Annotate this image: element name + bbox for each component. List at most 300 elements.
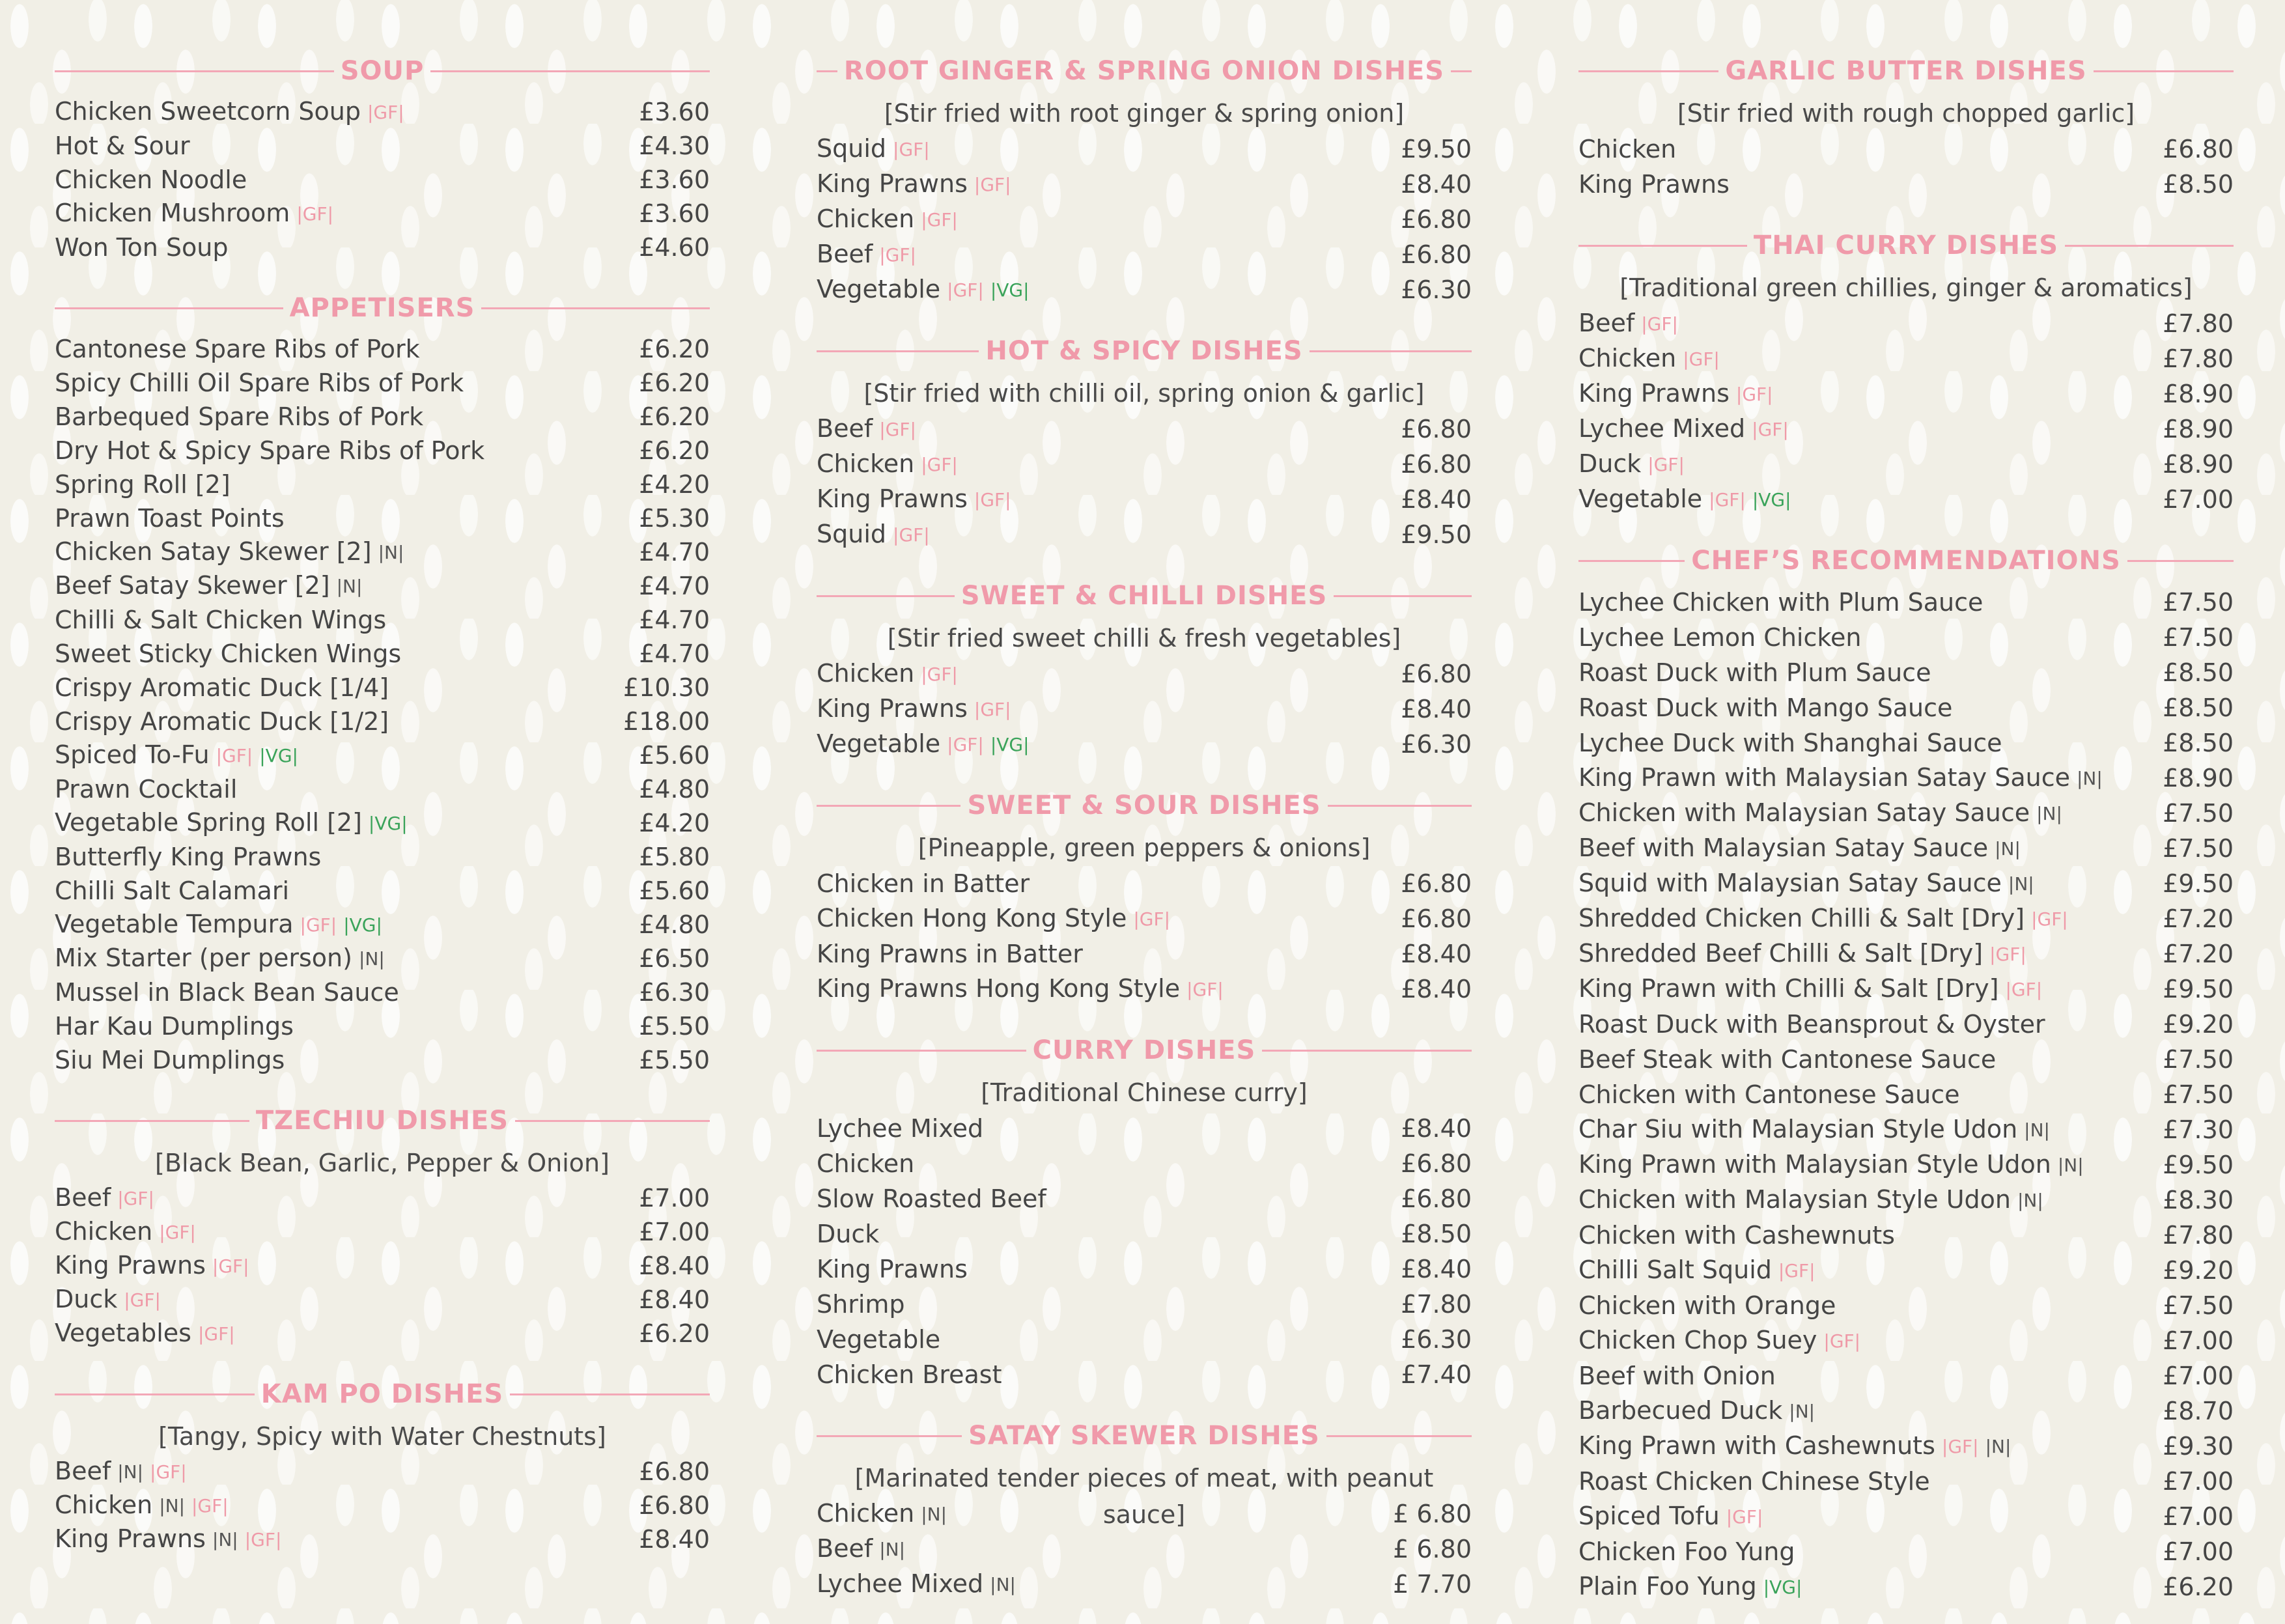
menu-item-name: Beef <box>817 240 873 268</box>
section-title: KAM PO DISHES <box>260 1379 504 1409</box>
menu-item <box>817 1146 1472 1181</box>
menu-item <box>1578 1288 2234 1323</box>
menu-item-name-wrap <box>55 1214 196 1250</box>
menu-item-price: £ 6.80 <box>1393 1500 1472 1528</box>
menu-item-name: Lychee Duck with Shanghai Sauce <box>1578 729 2002 757</box>
menu-item <box>1578 1253 2234 1288</box>
n-tag: |N| <box>159 1495 185 1517</box>
n-tag: |N| <box>336 576 363 597</box>
section-description: [Black Bean, Garlic, Pepper & Onion] <box>155 1149 610 1177</box>
menu-item-name: King Prawns <box>817 1255 968 1283</box>
section-heading <box>817 327 1472 375</box>
menu-item-name-wrap <box>1578 1323 1860 1359</box>
menu-item-name-wrap <box>55 366 464 400</box>
menu-item-name-wrap <box>1578 376 1773 412</box>
n-tag: |N| <box>990 1574 1016 1595</box>
menu-item-name-wrap <box>55 1522 281 1557</box>
menu-item-name: Chicken <box>817 1499 915 1528</box>
menu-item-name: Spiced Tofu <box>1578 1502 1720 1530</box>
section-heading <box>817 47 1472 95</box>
menu-item-price: £8.40 <box>1401 695 1472 723</box>
menu-item-name-wrap <box>817 446 958 483</box>
menu-item-name-wrap <box>817 971 1224 1007</box>
section-title: TZECHIU DISHES <box>255 1106 509 1136</box>
menu-item <box>1578 866 2234 901</box>
heading-divider <box>55 307 283 309</box>
menu-item <box>817 517 1472 552</box>
heading-divider <box>817 1050 1026 1052</box>
menu-item-price: £4.20 <box>639 809 710 837</box>
section-heading <box>1578 537 2234 585</box>
menu-item-price: £7.50 <box>2163 588 2234 617</box>
menu-item-price: £7.50 <box>2163 799 2234 828</box>
section-satay-skewer-dishes <box>817 1412 1472 1602</box>
menu-item-name-wrap <box>817 726 1030 763</box>
menu-item-price: £6.80 <box>1401 240 1472 269</box>
menu-item-name: Barbequed Spare Ribs of Pork <box>55 402 424 431</box>
menu-item <box>1578 1429 2234 1464</box>
menu-item-price: £3.60 <box>639 98 710 126</box>
menu-item-name: Chicken Mushroom <box>55 199 290 227</box>
menu-item-name-wrap <box>1578 1569 1802 1605</box>
menu-item-name: Beef <box>55 1457 111 1485</box>
menu-item-name-wrap <box>817 901 1170 937</box>
heading-divider <box>55 1120 249 1122</box>
menu-item-price: £4.80 <box>639 910 710 939</box>
n-tag: |N| <box>212 1529 238 1550</box>
menu-item-name: King Prawns <box>817 484 968 513</box>
menu-item <box>1578 1042 2234 1077</box>
section-title: HOT & SPICY DISHES <box>985 336 1303 366</box>
menu-item-price: £6.20 <box>639 402 710 431</box>
menu-item-name: Chicken <box>817 1149 915 1178</box>
section-title: APPETISERS <box>289 293 475 323</box>
menu-item-name: Shredded Beef Chilli & Salt [Dry] <box>1578 939 1984 968</box>
menu-item-name-wrap <box>55 840 321 874</box>
section-description: [Tangy, Spicy with Water Chestnuts] <box>158 1422 606 1451</box>
menu-item-name-wrap <box>817 272 1030 308</box>
menu-item-price: £8.50 <box>2163 170 2234 199</box>
menu-item <box>55 129 710 163</box>
gf-tag: |GF| <box>150 1461 187 1483</box>
section-title: SWEET & SOUR DISHES <box>967 791 1321 820</box>
menu-item-name: King Prawns <box>55 1524 206 1553</box>
menu-item <box>55 95 710 129</box>
menu-item-name: Vegetables <box>55 1319 191 1347</box>
menu-item-name-wrap <box>55 671 389 705</box>
menu-item-name: Shredded Chicken Chilli & Salt [Dry] <box>1578 904 2025 932</box>
menu-item <box>817 866 1472 901</box>
menu-item-name: Duck <box>817 1220 880 1248</box>
menu-item-name: Chicken Chop Suey <box>1578 1326 1817 1354</box>
menu-item <box>55 400 710 434</box>
menu-item-price: £6.80 <box>1401 205 1472 234</box>
menu-item-name: Vegetable Tempura <box>55 910 294 938</box>
menu-item-name: Beef <box>1578 309 1635 337</box>
heading-divider <box>2065 245 2234 247</box>
menu-item-name: Chilli Salt Calamari <box>55 876 290 905</box>
heading-divider <box>481 307 710 309</box>
menu-item-name: Chilli & Salt Chicken Wings <box>55 606 387 634</box>
menu-item-name: Chicken with Cashewnuts <box>1578 1221 1895 1250</box>
gf-tag: |GF| <box>296 203 333 225</box>
menu-item-name: Squid <box>817 520 887 548</box>
menu-item <box>1578 655 2234 690</box>
heading-divider <box>1578 70 1718 72</box>
menu-item-price: £9.50 <box>2163 869 2234 898</box>
menu-item-price: £8.40 <box>639 1285 710 1314</box>
menu-item-name-wrap <box>1578 305 1678 342</box>
gf-tag: |GF| <box>1941 1436 1979 1457</box>
menu-item <box>817 656 1472 692</box>
menu-item <box>817 412 1472 447</box>
n-tag: |N| <box>2077 768 2103 789</box>
menu-item-price: £7.80 <box>2163 309 2234 338</box>
menu-item-name-wrap <box>1578 1393 1815 1429</box>
menu-item-name-wrap <box>55 805 408 841</box>
menu-item-name: Siu Mei Dumplings <box>55 1046 285 1074</box>
menu-item-name: Duck <box>1578 449 1642 478</box>
menu-item-price: £6.80 <box>1401 904 1472 933</box>
menu-item-name: Beef <box>55 1183 111 1212</box>
menu-item-name-wrap <box>55 94 404 130</box>
menu-item-price: £9.50 <box>1401 135 1472 163</box>
menu-item-name: Roast Duck with Mango Sauce <box>1578 693 1953 722</box>
menu-item <box>1578 620 2234 655</box>
menu-item-name-wrap <box>55 705 389 738</box>
gf-tag: |GF| <box>974 489 1011 511</box>
section-description: [Pineapple, green peppers & onions] <box>918 833 1371 862</box>
menu-item-price: £9.20 <box>2163 1256 2234 1285</box>
menu-item-price: £8.50 <box>1401 1220 1472 1248</box>
menu-item-name-wrap <box>55 1009 294 1043</box>
menu-item-name-wrap <box>1578 1534 1795 1569</box>
menu-item <box>1578 690 2234 725</box>
menu-item-price: £5.50 <box>639 1012 710 1041</box>
menu-item-name-wrap <box>55 1454 187 1489</box>
gf-tag: |GF| <box>893 524 930 546</box>
menu-item-name: Chicken with Malaysian Satay Sauce <box>1578 798 2030 827</box>
menu-item-price: £8.40 <box>1401 485 1472 514</box>
vg-tag: |VG| <box>259 745 298 766</box>
gf-tag: |GF| <box>2005 979 2043 1000</box>
menu-item-name: Lychee Chicken with Plum Sauce <box>1578 588 1984 617</box>
gf-tag: |GF| <box>244 1529 282 1550</box>
menu-item-name: Crispy Aromatic Duck [1/4] <box>55 673 389 702</box>
menu-item-price: £6.80 <box>1401 660 1472 688</box>
menu-item-price: £6.50 <box>639 944 710 973</box>
menu-item <box>817 972 1472 1007</box>
section-sweet-chilli-dishes <box>817 572 1472 762</box>
menu-item-name-wrap <box>817 1252 968 1287</box>
vg-tag: |VG| <box>368 813 408 834</box>
menu-item-name: Chilli Salt Squid <box>1578 1255 1772 1284</box>
section-title: GARLIC BUTTER DISHES <box>1725 56 2087 86</box>
menu-item-name-wrap <box>55 772 237 806</box>
menu-item-price: £8.40 <box>1401 1255 1472 1283</box>
menu-item <box>55 1181 710 1215</box>
menu-item-name: Beef with Malaysian Satay Sauce <box>1578 833 1989 862</box>
menu-item-name-wrap <box>1578 760 2103 796</box>
menu-item <box>1578 972 2234 1007</box>
menu-item-name: Char Siu with Malaysian Style Udon <box>1578 1115 2018 1143</box>
menu-item <box>1578 376 2234 412</box>
menu-item-name-wrap <box>1578 971 2042 1007</box>
menu-item-name-wrap <box>1578 1007 2045 1042</box>
menu-item-name: King Prawns <box>1578 379 1730 408</box>
menu-item <box>1578 1464 2234 1499</box>
gf-tag: |GF| <box>1989 944 2026 965</box>
menu-item <box>55 671 710 705</box>
menu-item-price: £7.50 <box>2163 834 2234 863</box>
menu-column-1 <box>55 47 710 1576</box>
menu-item-name-wrap <box>817 866 1030 901</box>
n-tag: |N| <box>1985 1436 2012 1457</box>
menu-item-name: Hot & Sour <box>55 132 190 160</box>
menu-item-name: Lychee Mixed <box>1578 414 1746 443</box>
heading-divider <box>2127 560 2234 562</box>
heading-divider <box>817 350 979 352</box>
menu-item-price: £4.70 <box>639 538 710 567</box>
menu-item <box>55 840 710 874</box>
menu-item-name: Barbecued Duck <box>1578 1396 1783 1425</box>
menu-item-price: £4.70 <box>639 639 710 668</box>
menu-item <box>55 874 710 908</box>
menu-item-price: £6.20 <box>2163 1573 2234 1601</box>
menu-item-price: £5.60 <box>639 876 710 905</box>
menu-item-name-wrap <box>817 1181 1046 1216</box>
menu-item-price: £7.20 <box>2163 904 2234 933</box>
menu-item <box>1578 482 2234 517</box>
menu-item-price: £4.70 <box>639 606 710 634</box>
menu-item-name-wrap <box>1578 655 1931 690</box>
menu-item-price: £6.80 <box>2163 135 2234 163</box>
section-title: SATAY SKEWER DISHES <box>968 1421 1320 1451</box>
menu-item-name: Chicken Satay Skewer [2] <box>55 537 372 566</box>
gf-tag: |GF| <box>212 1255 249 1277</box>
section-title: ROOT GINGER & SPRING ONION DISHES <box>843 56 1445 86</box>
menu-item-price: £7.80 <box>2163 1221 2234 1250</box>
heading-divider <box>817 595 955 597</box>
menu-item-name: Chicken <box>55 1217 153 1246</box>
menu-item-name: Vegetable Spring Roll [2] <box>55 808 362 837</box>
menu-item <box>817 482 1472 517</box>
section-heading <box>1578 47 2234 95</box>
menu-item <box>817 1111 1472 1146</box>
menu-item-name-wrap <box>817 656 958 692</box>
section-heading <box>817 572 1472 620</box>
section-title: SWEET & CHILLI DISHES <box>960 581 1328 611</box>
menu-item <box>817 1532 1472 1567</box>
menu-item <box>55 501 710 535</box>
menu-item-name-wrap <box>1578 830 2021 867</box>
section-kam-po-dishes <box>55 1370 710 1556</box>
menu-item-price: £8.90 <box>2163 764 2234 792</box>
menu-item <box>55 1043 710 1077</box>
menu-item-name-wrap <box>1578 132 1676 167</box>
menu-item-name: Vegetable <box>817 275 941 303</box>
gf-tag: |GF| <box>974 174 1011 195</box>
gf-tag: |GF| <box>1823 1330 1861 1352</box>
heading-divider <box>817 70 837 72</box>
menu-item-name-wrap <box>55 975 399 1009</box>
menu-item-name-wrap <box>55 468 231 501</box>
heading-divider <box>55 70 334 72</box>
menu-item-name: Chicken with Malaysian Style Udon <box>1578 1185 2011 1214</box>
gf-tag: |GF| <box>159 1222 196 1243</box>
vg-tag: |VG| <box>1752 489 1791 511</box>
heading-divider <box>1328 805 1472 807</box>
menu-item-price: £6.20 <box>639 1319 710 1348</box>
menu-item-name-wrap <box>1578 1288 1836 1323</box>
menu-item-name: King Prawn with Malaysian Style Udon <box>1578 1150 2051 1179</box>
menu-item-name: Lychee Lemon Chicken <box>1578 623 1862 652</box>
section-heading <box>55 284 710 332</box>
menu-item-name-wrap <box>817 1566 1016 1603</box>
heading-divider <box>510 1393 710 1395</box>
heading-divider <box>1334 595 1472 597</box>
menu-item-name: Cantonese Spare Ribs of Pork <box>55 335 420 363</box>
menu-item <box>55 1522 710 1556</box>
menu-item-name-wrap <box>1578 585 1983 620</box>
menu-item-name-wrap <box>1578 446 1685 483</box>
gf-tag: |GF| <box>1641 313 1678 335</box>
menu-item-name-wrap <box>1578 1252 1815 1289</box>
menu-item-price: £18.00 <box>623 707 710 736</box>
menu-item-name-wrap <box>1578 690 1952 725</box>
menu-item-name: Roast Duck with Beansprout & Oyster <box>1578 1010 2045 1039</box>
menu-item <box>1578 132 2234 167</box>
menu-item-name-wrap <box>817 131 930 167</box>
menu-item-name-wrap <box>1578 1042 1996 1077</box>
menu-item <box>55 332 710 366</box>
menu-item-price: £6.20 <box>639 335 710 363</box>
menu-item-name: Chicken Breast <box>817 1360 1002 1389</box>
n-tag: |N| <box>921 1504 947 1525</box>
n-tag: |N| <box>358 948 385 970</box>
section-description: [Stir fried with chilli oil, spring onion & garlic] <box>863 379 1425 408</box>
menu-item-name: Vegetable <box>817 1325 941 1354</box>
menu-item-name-wrap <box>55 501 285 535</box>
menu-item-name: Vegetable <box>1578 484 1703 513</box>
menu-item-price: £6.80 <box>1401 450 1472 479</box>
gf-tag: |GF| <box>216 745 253 766</box>
menu-item-price: £9.20 <box>2163 1010 2234 1039</box>
menu-item-price: £5.50 <box>639 1046 710 1074</box>
menu-item-price: £7.00 <box>2163 1467 2234 1496</box>
menu-item-price: £4.80 <box>639 775 710 804</box>
menu-item <box>817 1357 1472 1392</box>
gf-tag: |GF| <box>197 1323 235 1345</box>
menu-item-name-wrap <box>1578 341 1720 377</box>
section-heading <box>1578 221 2234 270</box>
menu-item-name: Plain Foo Yung <box>1578 1572 1757 1601</box>
menu-item <box>55 637 710 671</box>
menu-item-name-wrap <box>55 1043 285 1077</box>
heading-divider <box>817 1435 962 1437</box>
menu-item-price: £6.30 <box>1401 1325 1472 1354</box>
gf-tag: |GF| <box>1752 419 1789 440</box>
menu-item <box>55 535 710 569</box>
section-thai-curry-dishes <box>1578 221 2234 517</box>
menu-item <box>1578 412 2234 447</box>
menu-item-price: £8.50 <box>2163 693 2234 722</box>
gf-tag: |GF| <box>921 454 958 475</box>
heading-divider <box>2094 70 2234 72</box>
menu-item-name-wrap <box>1578 865 2034 902</box>
menu-item <box>817 1322 1472 1357</box>
menu-item-price: £5.30 <box>639 504 710 533</box>
gf-tag: |GF| <box>117 1188 154 1209</box>
menu-item-name-wrap <box>817 1496 947 1532</box>
gf-tag: |GF| <box>1186 979 1224 1000</box>
menu-item <box>1578 1147 2234 1183</box>
gf-tag: |GF| <box>1735 384 1773 405</box>
menu-item <box>817 202 1472 237</box>
menu-item-price: £7.50 <box>2163 1080 2234 1109</box>
menu-item-name: King Prawn with Malaysian Satay Sauce <box>1578 763 2070 792</box>
menu-item-name-wrap <box>55 434 484 468</box>
menu-item-name: Chicken <box>817 449 915 478</box>
menu-item-price: £7.20 <box>2163 940 2234 968</box>
gf-tag: |GF| <box>921 664 958 685</box>
n-tag: |N| <box>117 1461 144 1483</box>
menu-item <box>817 692 1472 727</box>
menu-item-price: £8.50 <box>2163 658 2234 687</box>
menu-item <box>1578 1112 2234 1147</box>
menu-item-name: Beef <box>817 414 873 443</box>
gf-tag: |GF| <box>191 1495 229 1517</box>
menu-item-price: £6.20 <box>639 369 710 397</box>
section-heading <box>817 1412 1472 1460</box>
menu-item <box>1578 761 2234 796</box>
menu-item <box>1578 1499 2234 1534</box>
section-description: [Stir fried sweet chilli & fresh vegetables] <box>887 624 1401 652</box>
menu-item <box>817 1181 1472 1216</box>
menu-item-price: £7.00 <box>2163 1537 2234 1566</box>
menu-item-name-wrap <box>1578 901 2068 937</box>
menu-item-price: £6.30 <box>1401 730 1472 759</box>
menu-item <box>55 366 710 400</box>
menu-item <box>55 1455 710 1489</box>
menu-item-price: £7.80 <box>1401 1290 1472 1319</box>
heading-divider <box>1326 1435 1472 1437</box>
menu-item-name: Squid with Malaysian Satay Sauce <box>1578 869 2002 897</box>
gf-tag: |GF| <box>1683 348 1720 370</box>
section-heading <box>817 781 1472 830</box>
menu-item-name-wrap <box>55 874 289 908</box>
menu-item-name: Chicken with Orange <box>1578 1291 1836 1320</box>
menu-item <box>55 569 710 603</box>
menu-item <box>1578 725 2234 761</box>
menu-item-price: £8.90 <box>2163 380 2234 408</box>
menu-item-name: Spring Roll [2] <box>55 470 231 499</box>
menu-item-name-wrap <box>55 1282 161 1317</box>
menu-item-price: £6.80 <box>639 1491 710 1520</box>
menu-item-name: King Prawn with Chilli & Salt [Dry] <box>1578 974 1999 1003</box>
menu-item-price: £9.50 <box>2163 1151 2234 1179</box>
heading-divider <box>515 1120 710 1122</box>
gf-tag: |GF| <box>124 1289 161 1311</box>
menu-item <box>55 197 710 231</box>
menu-item <box>817 132 1472 167</box>
menu-item-name: Spicy Chilli Oil Spare Ribs of Pork <box>55 369 464 397</box>
menu-item-name-wrap <box>55 196 333 231</box>
menu-item-name: Mussel in Black Bean Sauce <box>55 978 399 1007</box>
menu-item <box>1578 831 2234 866</box>
menu-item-name: Chicken <box>817 204 915 233</box>
gf-tag: |GF| <box>947 734 984 755</box>
